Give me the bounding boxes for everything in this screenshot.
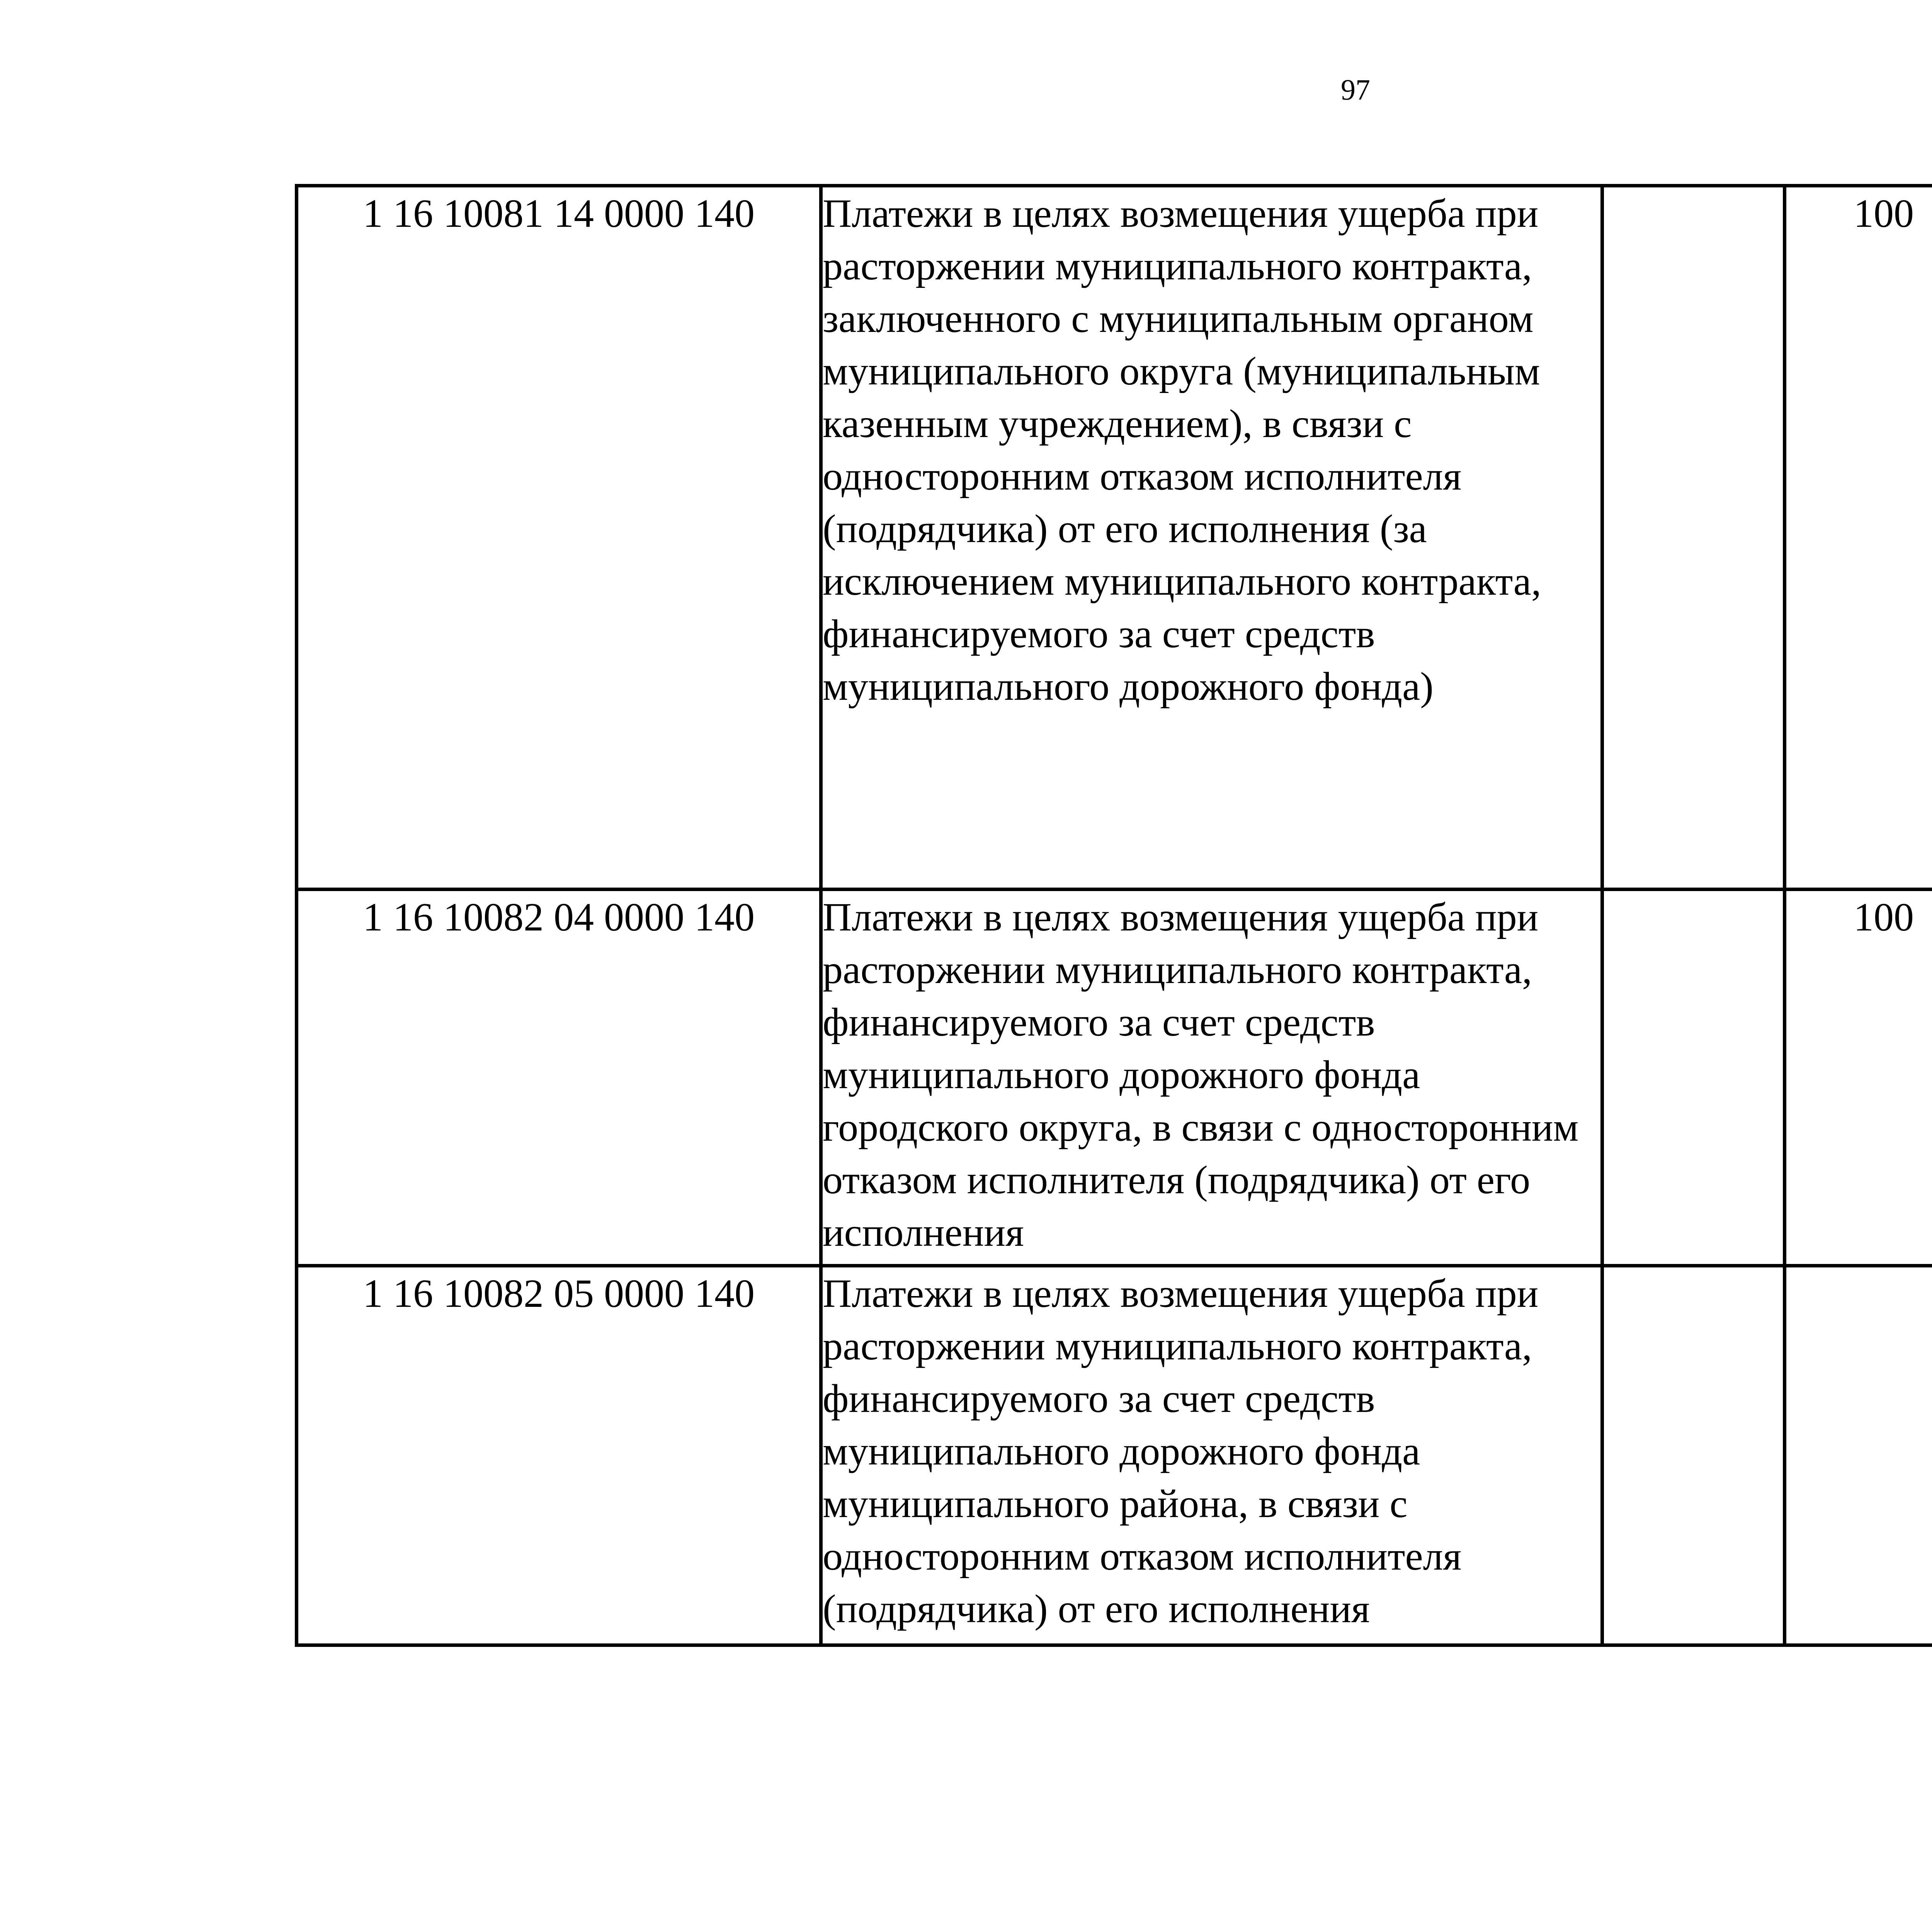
description-cell: Платежи в целях возмещения ущерба при расторжении муниципального контракта, финансируемого за счет средств муниципального дорожного фонда городского округа, в связи с односторонним отказом исполнителя (подрядчика) от его исполнения — [821, 890, 1602, 1266]
table-row — [297, 1266, 1932, 1645]
value-cell-col3 — [1602, 1266, 1785, 1645]
value-cell-col4: 100 — [1785, 186, 1932, 890]
page-number: 97 — [1341, 74, 1370, 106]
budget-code-cell: 1 16 10081 14 0000 140 — [297, 186, 821, 890]
budget-code-cell: 1 16 10082 04 0000 140 — [297, 890, 821, 1266]
budget-revenue-table — [295, 184, 1932, 1647]
table-row — [297, 186, 1932, 890]
value-cell-col3 — [1602, 890, 1785, 1266]
value-cell-col4: 100 — [1785, 890, 1932, 1266]
description-cell: Платежи в целях возмещения ущерба при расторжении муниципального контракта, заключенного с муниципальным органом муниципального округа (муниципальным казенным учреждением), в связи с односторонним отказом исполнителя (подрядчика) от его исполнения (за исключением муниципального контракта, финансируемого за счет средств муниципального дорожного фонда) — [821, 186, 1602, 890]
table-row — [297, 890, 1932, 1266]
budget-code-cell: 1 16 10082 05 0000 140 — [297, 1266, 821, 1645]
description-cell: Платежи в целях возмещения ущерба при расторжении муниципального контракта, финансируемого за счет средств муниципального дорожного фонда муниципального района, в связи с односторонним отказом исполнителя (подрядчика) от его исполнения — [821, 1266, 1602, 1645]
value-cell-col3 — [1602, 186, 1785, 890]
value-cell-col4 — [1785, 1266, 1932, 1645]
